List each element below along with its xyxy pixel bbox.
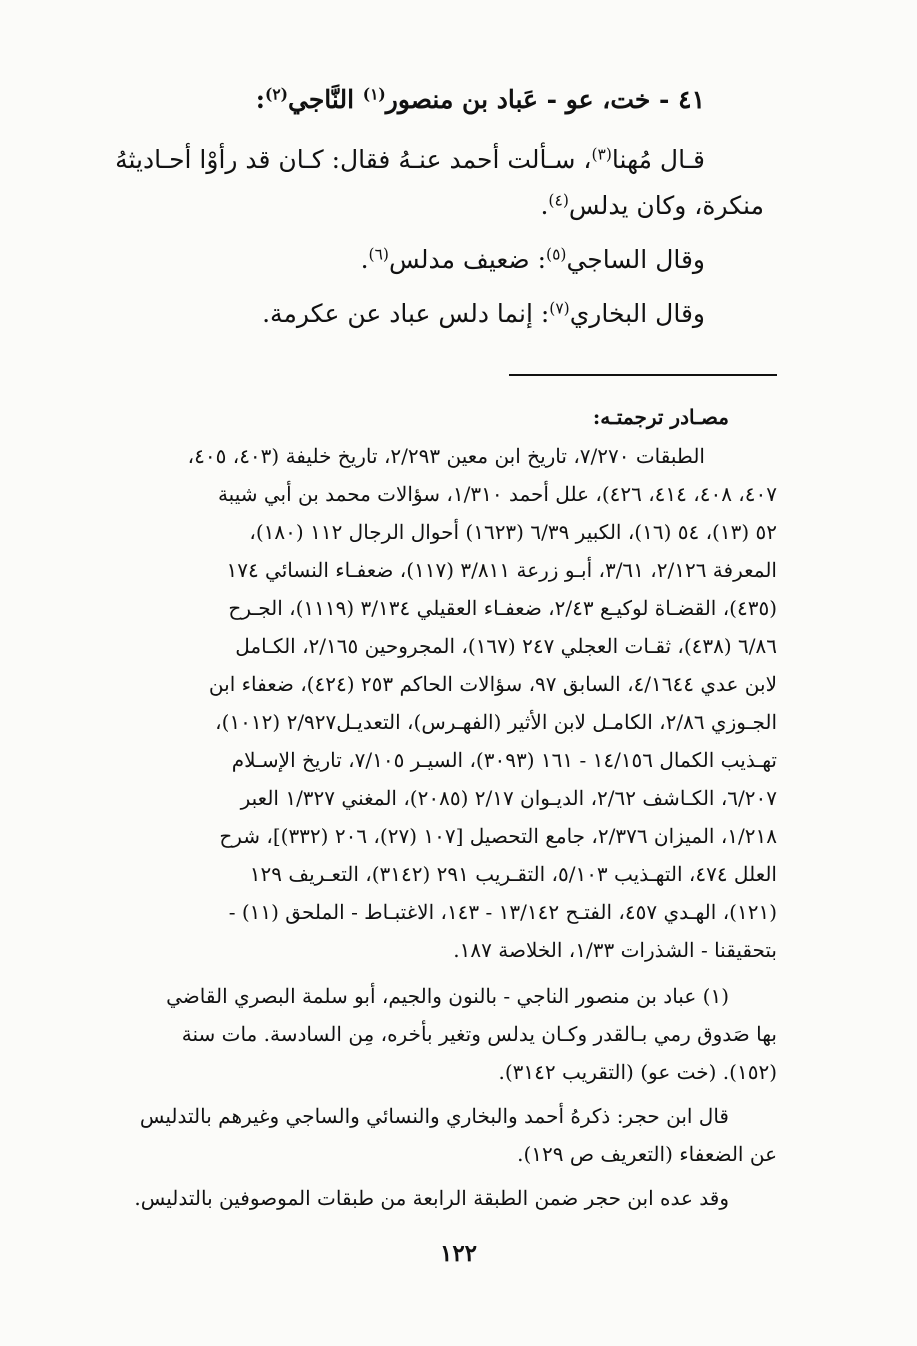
footnote-ref-3: (٣): [591, 145, 612, 164]
sources-line: ٦/٢٠٧، الكـاشف ٢/٦٢، الديـوان ٢/١٧ (٢٠٨٥)، المغني ١/٣٢٧ العبر: [240, 786, 777, 810]
footnote-line: (١٥٢). (خت عو) (التقريب ٣١٤٢).: [498, 1060, 777, 1084]
entry-heading: ٤١ - خت، عو - عَباد بن منصور$^{(١)}$ النَّاجي$^{(٢)}$:: [255, 84, 705, 114]
sources-line: لابن عدي ٤/١٦٤٤، السابق ٩٧، سؤالات الحاكم ٢٥٣ (٤٢٤)، ضعفاء ابن: [208, 672, 777, 696]
sources-line: (٤٣٥)، القضـاة لوكيـع ٢/٤٣، ضعفـاء العقيلي ٣/١٣٤ (١١١٩)، الجـرح: [228, 596, 777, 620]
sources-line: ٥٢ (١٣)، ٥٤ (١٦)، الكبير ٦/٣٩ (١٦٢٣) أحوال الرجال ١١٢ (١٨٠)،: [249, 520, 777, 544]
footnote-line: (١) عباد بن منصور الناجي - بالنون والجيم، أبو سلمة البصري القاضي: [166, 984, 729, 1008]
footnote-ref-5: (٥): [546, 245, 567, 264]
quote-paragraph-3: وقال البخاري$^{(٧)}$: إنما دلس عباد عن عكرمة.: [262, 299, 705, 328]
footnote-ref-1: (١): [362, 84, 386, 104]
sources-line: ٤٠٧، ٤٠٨، ٤١٤، ٤٢٦)، علل أحمد ١/٣١٠، سؤالات محمد بن أبي شيبة: [217, 482, 777, 506]
sources-line: تهـذيب الكمال ١٤/١٥٦ - ١٦١ (٣٠٩٣)، السيـر ٧/١٠٥، تاريخ الإسـلام: [231, 748, 777, 772]
footnote-line: قال ابن حجر: ذكرهُ أحمد والبخاري والنسائي والساجي وغيرهم بالتدليس: [139, 1104, 729, 1128]
page-number: ١٢٢: [439, 1240, 478, 1267]
sources-line: العلل ٤٧٤، التهـذيب ٥/١٠٣، التقـريب ٢٩١ (٣١٤٢)، التعـريف ١٢٩: [249, 862, 777, 886]
footnote-ref-6: (٦): [368, 245, 389, 264]
quote-paragraph-1-line-1: قـال مُهنا$^{(٣)}$، سـألت أحمد عنـهُ فقال: كـان قد رأوْا أحـاديثهُ: [115, 145, 705, 174]
quote-paragraph-1-line-2: منكرة، وكان يدلس$^{(٤)}$.: [540, 191, 764, 220]
sources-line: الطبقات ٧/٢٧٠، تاريخ ابن معين ٢/٢٩٣، تاريخ خليفة (٤٠٣، ٤٠٥،: [187, 444, 705, 468]
footnote-ref-7: (٧): [549, 299, 570, 318]
footnote-ref-4: (٤): [548, 191, 569, 210]
sources-line: ٦/٨٦ (٤٣٨)، ثقـات العجلي ٢٤٧ (١٦٧)، المجروحين ٢/١٦٥، الكـامل: [235, 634, 777, 658]
sources-line: بتحقيقنا - الشذرات ١/٣٣، الخلاصة ١٨٧.: [453, 938, 777, 962]
sources-line: (١٢١)، الهـدي ٤٥٧، الفتـح ١٣/١٤٢ - ١٤٣، الاغتبـاط - الملحق (١١) -: [228, 900, 777, 924]
footnote-line: عن الضعفاء (التعريف ص ١٢٩).: [517, 1142, 777, 1166]
sources-line: المعرفة ٢/١٢٦، ٣/٦١، أبـو زرعة ٣/٨١١ (١١٧)، ضعفـاء النسائي ١٧٤: [226, 558, 777, 582]
footnote-line: وقد عده ابن حجر ضمن الطبقة الرابعة من طبقات الموصوفين بالتدليس.: [134, 1186, 729, 1210]
quote-paragraph-2: وقال الساجي$^{(٥)}$: ضعيف مدلس$^{(٦)}$.: [360, 245, 705, 274]
footnote-line: بها صَدوق رمي بـالقدر وكـان يدلس وتغير بأخره، مِن السادسة. مات سنة: [181, 1022, 777, 1046]
footnote-separator: [509, 374, 777, 376]
sources-line: الجـوزي ٢/٨٦، الكامـل لابن الأثير (الفهـرس)، التعديـل٢/٩٢٧ (١٠١٢)،: [215, 710, 777, 734]
sources-title: مصـادر ترجمتـه:: [592, 405, 729, 429]
sources-line: ١/٢١٨، الميزان ٢/٣٧٦، جامع التحصيل [١٠٧ (٢٧)، ٢٠٦ (٣٣٢)]، شرح: [219, 824, 777, 848]
footnote-ref-2: (٢): [264, 84, 288, 104]
